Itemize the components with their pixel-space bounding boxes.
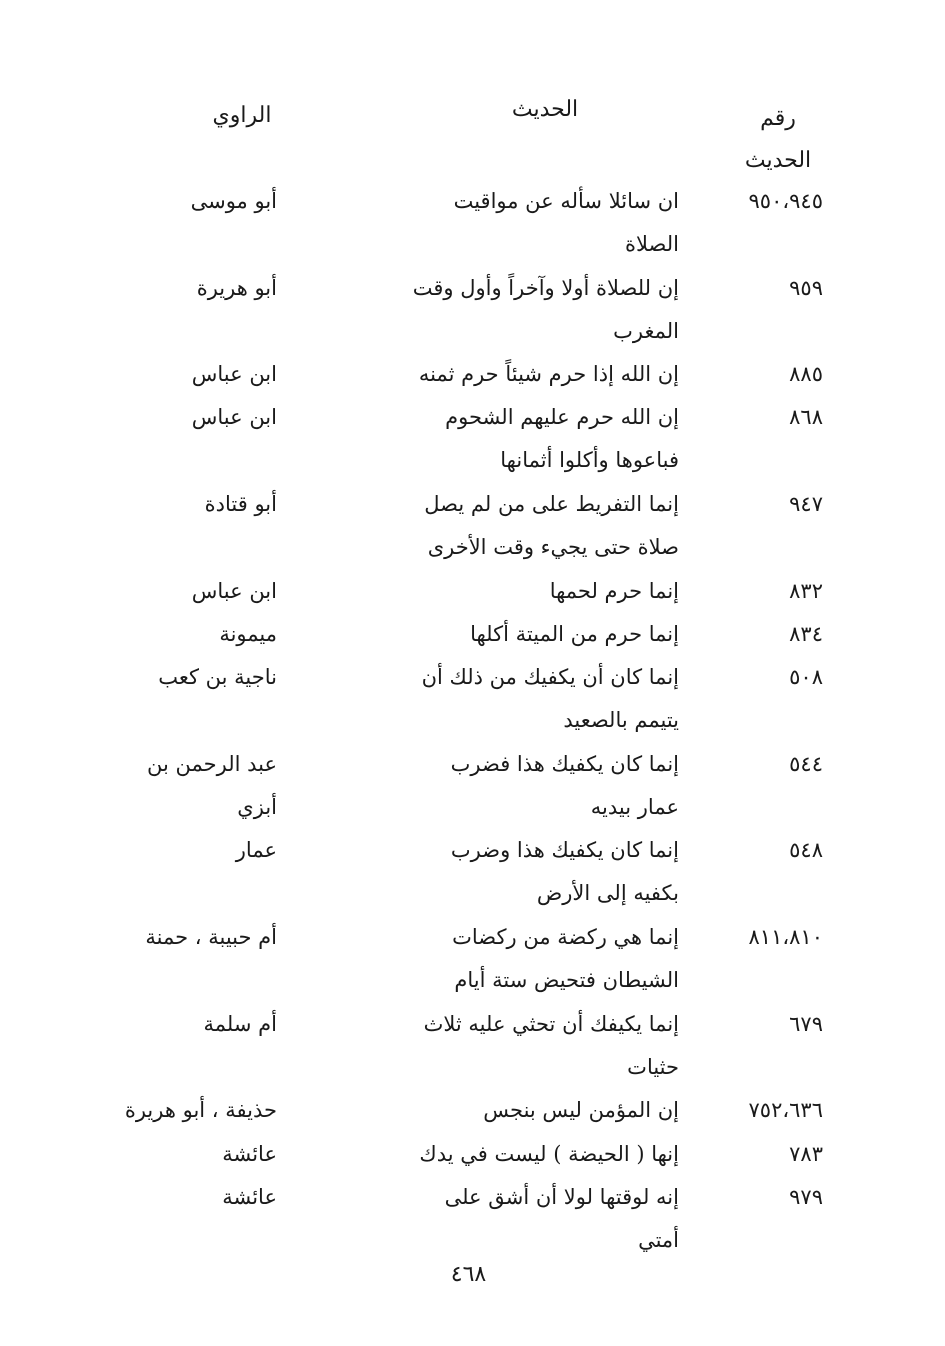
hadith-narrator: أبو هريرة [196,275,277,300]
hadith-text: ان سائلا سأله عن مواقيت الصلاة [453,189,679,256]
hadith-number: ٩٥٠،٩٤٥ [748,189,823,213]
table-row [0,570,945,613]
table-row [0,396,945,483]
hadith-narrator: أبو قتادة [204,492,277,517]
hadith-narrator: أبو موسى [190,189,277,213]
hadith-number: ٩٥٩ [789,275,823,300]
table-row [0,1133,945,1176]
hadith-number: ٨٣٤ [789,621,823,646]
hadith-narrator: ابن عباس [191,578,277,603]
hadith-index-table [0,180,945,1252]
table-row [0,353,945,396]
hadith-narrator: ابن عباس [191,405,277,430]
hadith-text: إنها ( الحيضة ) ليست في يدك [419,1141,679,1166]
hadith-narrator: عمار [235,838,277,863]
header-number: رقم الحديث [744,106,812,173]
hadith-narrator: ناجية بن كعب [158,665,277,690]
hadith-number: ٨١١،٨١٠ [748,925,823,950]
hadith-text: إنما كان يكفيك هذا فضرب عمار بيديه [450,751,679,819]
hadith-number: ٨٦٨ [789,405,823,430]
header-hadith: الحديث [511,97,579,122]
table-row [0,613,945,656]
table-header [0,92,945,172]
hadith-narrator: عبد الرحمن بن أبزي [147,751,277,819]
hadith-text: إن الله حرم عليهم الشحوم فباعوها وأكلوا أثمانها [445,405,679,473]
hadith-number: ٨٣٢ [789,578,823,603]
table-row [0,656,945,743]
hadith-number: ٥٠٨ [789,665,823,690]
hadith-number: ٩٤٧ [789,492,823,517]
hadith-text: إنما هي ركضة من ركضات الشيطان فتحيض ستة أيام [452,925,679,993]
hadith-number: ٥٤٨ [789,838,823,863]
hadith-number: ٧٥٢،٦٣٦ [748,1098,823,1123]
hadith-number: ٨٨٥ [789,362,823,387]
hadith-text: إنما حرم لحمها [549,578,679,603]
hadith-text: إنه لوقتها لولا أن أشق على أمتي [444,1184,679,1252]
hadith-text: إنما حرم من الميتة أكلها [470,621,679,646]
hadith-text: إن للصلاة أولا وآخراً وأول وقت المغرب [412,275,679,343]
hadith-narrator: حذيفة ، أبو هريرة [124,1098,277,1123]
hadith-narrator: عائشة [222,1184,277,1209]
hadith-text: إنما التفريط على من لم يصل صلاة حتى يجيء وقت الأخرى [424,492,679,560]
hadith-text: إن المؤمن ليس بنجس [483,1098,679,1123]
hadith-number: ٧٨٣ [789,1141,823,1166]
hadith-text: إنما كان يكفيك هذا وضرب بكفيه إلى الأرض [450,838,679,906]
table-row [0,743,945,830]
hadith-number: ٩٧٩ [789,1184,823,1209]
hadith-narrator: أم سلمة [203,1011,277,1036]
page-footer [0,1262,945,1287]
table-row [0,1089,945,1132]
table-row [0,267,945,354]
header-narrator: الراوي [212,103,272,128]
hadith-narrator: عائشة [222,1141,277,1166]
table-row [0,916,945,1003]
table-row [0,180,945,267]
table-row [0,1176,945,1252]
page-number: ٤٦٨ [450,1262,487,1287]
hadith-text: إنما كان أن يكفيك من ذلك أن يتيمم بالصعيد [421,665,679,733]
table-row [0,1003,945,1090]
hadith-number: ٥٤٤ [789,751,823,776]
hadith-text: إن الله إذا حرم شيئاً حرم ثمنه [418,362,679,387]
hadith-narrator: أم حبيبة ، حمنة [145,925,277,950]
hadith-narrator: ابن عباس [191,362,277,387]
hadith-text: إنما يكيفك أن تحثي عليه ثلاث حثيات [423,1011,679,1079]
table-row [0,829,945,916]
hadith-narrator: ميمونة [219,621,277,646]
hadith-number: ٦٧٩ [789,1011,823,1036]
table-row [0,483,945,570]
